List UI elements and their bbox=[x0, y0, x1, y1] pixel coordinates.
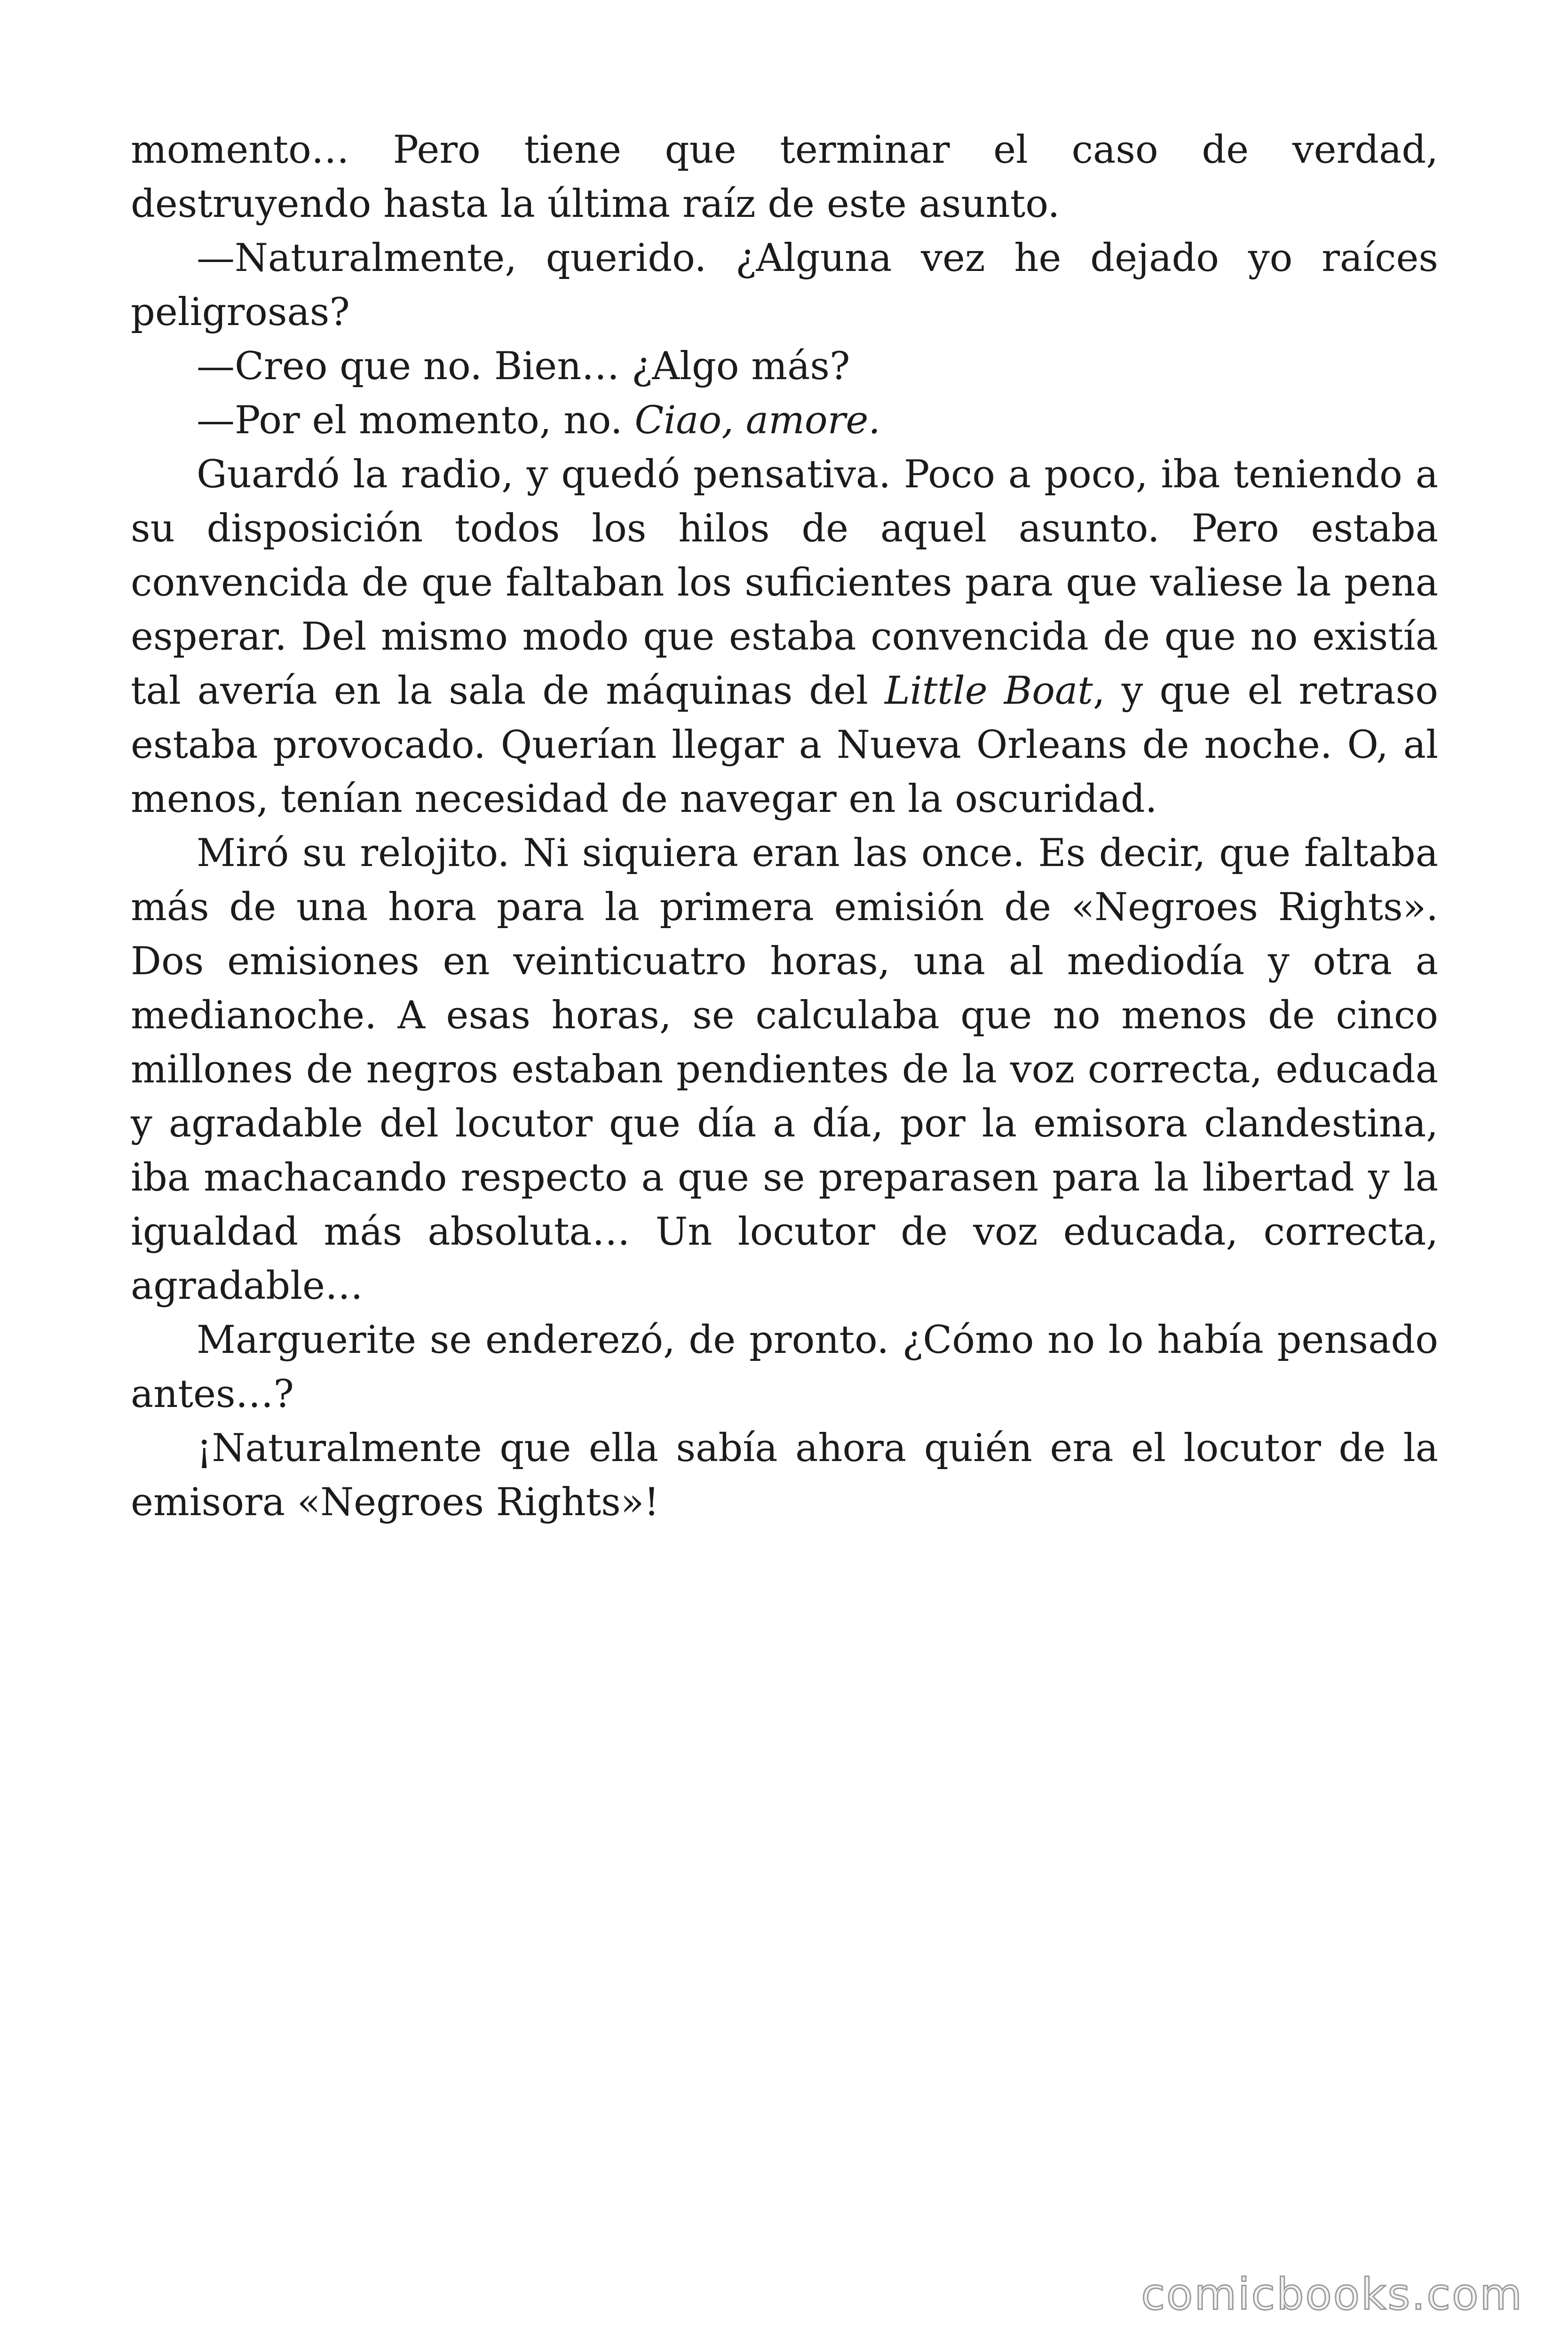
paragraph-7-text: Marguerite se enderezó, de pronto. ¿Cómo no lo había pensado antes…? bbox=[131, 1318, 1438, 1416]
paragraph-8-text: ¡Naturalmente que ella sabía ahora quién era el locutor de la emisora «Negroes Rights»! bbox=[131, 1426, 1438, 1525]
paragraph-4-italic-text: Ciao, amore. bbox=[634, 398, 881, 443]
paragraph-2-text: —Naturalmente, querido. ¿Alguna vez he dejado yo raíces peligrosas? bbox=[131, 236, 1438, 334]
paragraph-6 bbox=[131, 826, 1438, 1313]
paragraph-1 bbox=[131, 123, 1438, 231]
paragraph-5-text-a: Guardó la radio, y quedó pensativa. Poco a poco, iba teniendo a su disposición todos los hilos de aquel asunto. Pero estaba convencida de que faltaban los suficientes para que valiese la pena esperar. Del mismo modo que estaba convencida de que no existía tal avería en la sala de máquinas del bbox=[131, 453, 1438, 713]
paragraph-3 bbox=[131, 340, 1438, 394]
paragraph-5-text-b: , y que el retraso estaba provocado. Querían llegar a Nueva Orleans de noche. O, al menos, tenían necesidad de navegar en la oscuridad. bbox=[131, 669, 1438, 821]
paragraph-8 bbox=[131, 1422, 1438, 1530]
paragraph-3-text: —Creo que no. Bien… ¿Algo más? bbox=[197, 344, 850, 389]
page-body-text bbox=[131, 123, 1438, 1530]
paragraph-1-text: momento… Pero tiene que terminar el caso de verdad, destruyendo hasta la última raíz de este asunto. bbox=[131, 128, 1438, 226]
paragraph-4 bbox=[131, 394, 1438, 448]
paragraph-7 bbox=[131, 1313, 1438, 1422]
paragraph-4-text: —Por el momento, no. bbox=[197, 398, 635, 443]
paragraph-5 bbox=[131, 448, 1438, 826]
watermark: comicbooks.com bbox=[1141, 2269, 1523, 2320]
paragraph-2 bbox=[131, 231, 1438, 340]
paragraph-6-text: Miró su relojito. Ni siquiera eran las once. Es decir, que faltaba más de una hora para la primera emisión de «Negroes Rights». Dos emisiones en veinticuatro horas, una al mediodía y otra a medianoche. A esas horas, se calculaba que no menos de cinco millones de negros estaban pendientes de la voz correcta, educada y agradable del locutor que día a día, por la emisora clandestina, iba machacando respecto a que se preparasen para la libertad y la igualdad más absoluta… Un locutor de voz educada, correcta, agradable… bbox=[131, 831, 1438, 1308]
paragraph-5-italic-text: Little Boat bbox=[885, 669, 1093, 713]
